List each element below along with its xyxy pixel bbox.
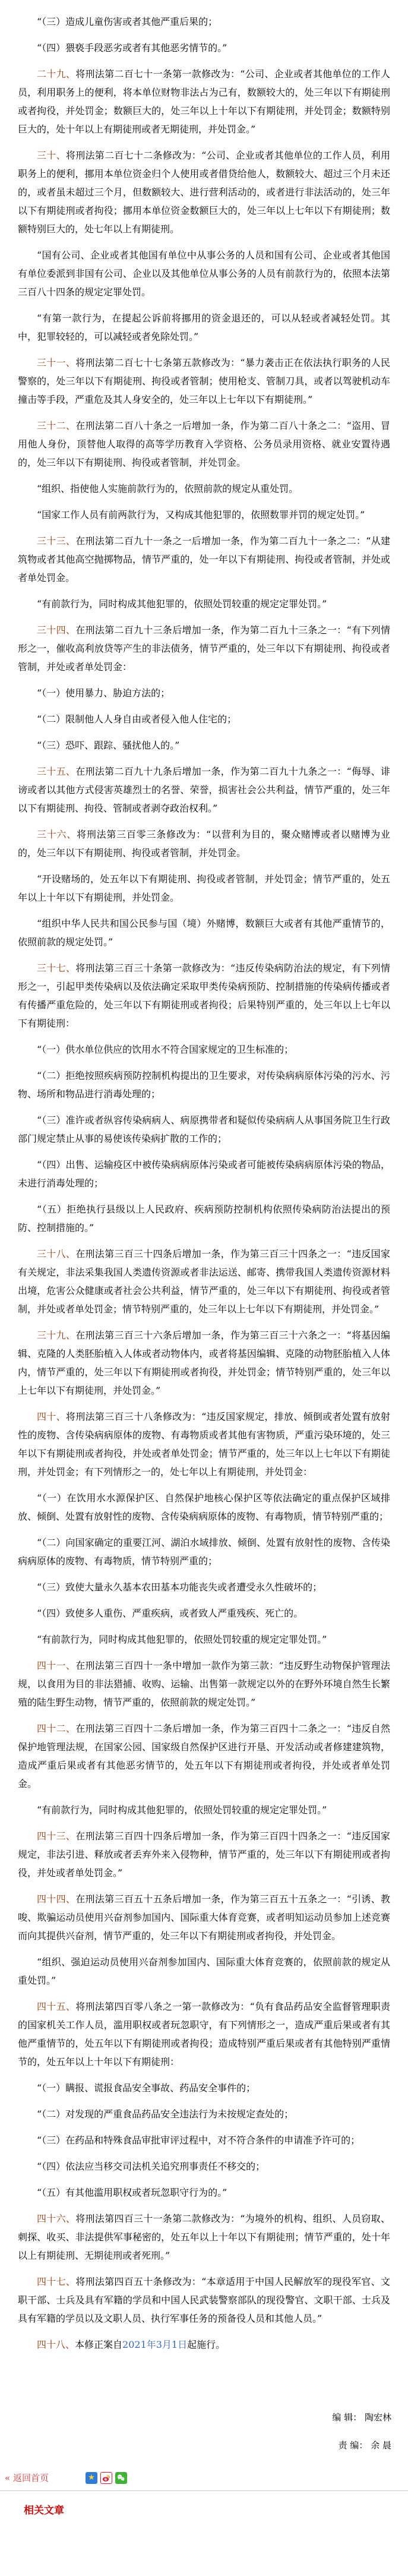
weibo-share-icon[interactable] [100, 2472, 112, 2484]
qzone-share-icon[interactable]: ★ [86, 2472, 97, 2484]
paragraph: “国家工作人员有前两款行为，又构成其他犯罪的，依照数罪并罚的规定处罚。” [37, 509, 365, 520]
weibo-logo-glyph [102, 2474, 110, 2482]
paragraph: 四十、将刑法第三百三十八条修改为：“违反国家规定，排放、倾倒或者处置有放射性的废物、含传染病病原体的废物、有毒物质或者其他有害物质，严重污染环境的，处三年以下有期徒刑或者拘役，并处或者单处罚金；情节严重的，处三年以上七年以下有期徒刑，并处罚金；有下列情形之一的，处七年以上有期徒刑，并处罚金： [18, 1411, 390, 1478]
article-body [18, 12, 390, 2354]
paragraph: “（三）造成儿童伤害或者其他严重后果的； [37, 16, 218, 27]
related-articles-title: 相关文章 [24, 2505, 64, 2517]
paragraph: “（三）在药品和特殊食品审批审评过程中，对不符合条件的申请准予许可的； [37, 2135, 360, 2146]
paragraph: 三十、将刑法第二百七十二条修改为：“公司、企业或者其他单位的工作人员，利用职务上的便利，挪用本单位资金归个人使用或者借贷给他人，数额较大、超过三个月未还的，或者虽未超过三个月，但数额较大、进行营利活动的，或者进行非法活动的，处三年以下有期徒刑或者拘役；挪用本单位资金数额巨大的，处三年以上七年以下有期徒刑；数额特别巨大的，处七年以上有期徒刑。 [18, 150, 390, 235]
section-number: 四十六、 [37, 2213, 76, 2224]
section-number: 二十九、 [37, 68, 76, 80]
back-home-link[interactable]: « 返回首页 [5, 2473, 49, 2483]
paragraph: 四十三、在刑法第三百四十四条后增加一条，作为第三百四十四条之一：“违反国家规定，非法引进、释放或者丢弃外来入侵物种，情节严重的，处三年以下有期徒刑或者拘役，并处或者单处罚金。” [18, 1830, 390, 1879]
paragraph: “（五）拒绝执行县级以上人民政府、疾病预防控制机构依照传染病防治法提出的预防、控制措施的。” [18, 1204, 390, 1233]
divider [0, 2490, 408, 2491]
paragraph: “（一）供水单位供应的饮用水不符合国家规定的卫生标准的； [37, 1044, 294, 1055]
effective-date: 2021年3月1日 [122, 2339, 188, 2350]
section-number: 三十三、 [37, 535, 76, 547]
paragraph: “（二）向国家确定的重要江河、湖泊水域排放、倾倒、处置有放射性的废物、含传染病病原体的废物、有毒物质，情节特别严重的； [18, 1537, 390, 1567]
paragraph: “有第一款行为，在提起公诉前将挪用的资金退还的，可以从轻或者减轻处罚。其中，犯罪较轻的，可以减轻或者免除处罚。” [18, 312, 390, 342]
editor-label: 编 辑： [332, 2412, 362, 2423]
section-number: 三十一、 [37, 357, 76, 368]
paragraph: “组织、指使他人实施前款行为的，依照前款的规定从重处罚。 [37, 483, 299, 494]
paragraph: “有前款行为，同时构成其他犯罪的，依照处罚较重的规定定罪处罚。” [37, 598, 327, 610]
article-footer [0, 2412, 408, 2517]
paragraph: “（四）出售、运输疫区中被传染病病原体污染或者可能被传染病病原体污染的物品，未进行消毒处理的； [18, 1159, 390, 1189]
paragraph: “有前款行为，同时构成其他犯罪的，依照处罚较重的规定定罪处罚。” [37, 1634, 327, 1645]
section-number: 三十七、 [37, 962, 76, 974]
section-number: 四十四、 [37, 1893, 76, 1905]
paragraph: “（一）在饮用水水源保护区、自然保护地核心保护区等依法确定的重点保护区域排放、倾倒、处置有放射性的废物、含传染病病原体的废物、有毒物质，情节特别严重的； [18, 1492, 390, 1522]
section-number: 四十三、 [37, 1830, 76, 1842]
section-number: 四十、 [37, 1411, 66, 1422]
editor-line [0, 2412, 408, 2423]
wechat-logo-glyph [116, 2473, 125, 2482]
paragraph: 二十九、将刑法第二百七十一条第一款修改为：“公司、企业或者其他单位的工作人员，利用职务上的便利，将本单位财物非法占为己有，数额较大的，处三年以下有期徒刑或者拘役，并处罚金；数额巨大的，处三年以上十年以下有期徒刑，并处罚金；数额特别巨大的，处十年以上有期徒刑或者无期徒刑，并处罚金。” [18, 68, 390, 135]
duty-editor-name: 余 晨 [371, 2440, 391, 2451]
paragraph: “（二）限制他人人身自由或者侵入他人住宅的； [37, 714, 237, 725]
section-number: 四十五、 [37, 2001, 76, 2012]
section-number: 三十四、 [37, 624, 76, 636]
paragraph: “（四）依法应当移交司法机关追究刑事责任不移交的； [37, 2161, 265, 2172]
section-number: 四十八、 [37, 2339, 75, 2350]
editor-name: 陶宏林 [364, 2412, 391, 2423]
footer-actions-row [0, 2468, 408, 2489]
paragraph: “（一）使用暴力、胁迫方法的； [37, 687, 170, 699]
paragraph: “组织中华人民共和国公民参与国（境）外赌博，数额巨大或者有其他严重情节的，依照前款的规定处罚。” [18, 918, 390, 948]
paragraph: 三十六、将刑法第三百零三条修改为：“以营利为目的，聚众赌博或者以赌博为业的，处三年以下有期徒刑、拘役或者管制，并处罚金。 [18, 829, 390, 858]
paragraph: 四十八、本修正案自2021年3月1日起施行。 [37, 2339, 226, 2350]
section-number: 四十一、 [37, 1660, 76, 1671]
paragraph: 四十五、将刑法第四百零八条之一第一款修改为：“负有食品药品安全监督管理职责的国家机关工作人员，滥用职权或者玩忽职守，有下列情形之一，造成严重后果或者有其他严重情节的，处五年以下有期徒刑或者拘役；造成特别严重后果或者有其他特别严重情节的，处五年以上十年以下有期徒刑： [18, 2001, 390, 2067]
duty-editor-line [0, 2440, 408, 2451]
duty-editor-label: 责 编： [338, 2440, 368, 2451]
paragraph: “（三）准许或者纵容传染病病人、病原携带者和疑似传染病病人从事国务院卫生行政部门规定禁止从事的易使该传染病扩散的工作的； [18, 1115, 390, 1144]
paragraph: 三十二、在刑法第二百八十条之一后增加一条，作为第二百八十条之二：“盗用、冒用他人身份，顶替他人取得的高等学历教育入学资格、公务员录用资格、就业安置待遇的，处三年以下有期徒刑、拘役或者管制，并处罚金。 [18, 420, 390, 468]
paragraph: “（二）拒绝按照疾病预防控制机构提出的卫生要求，对传染病病原体污染的污水、污物、场所和物品进行消毒处理的； [18, 1070, 390, 1100]
section-number: 三十五、 [37, 766, 76, 777]
paragraph: “（四）致使多人重伤、严重疾病，或者致人严重残疾、死亡的。 [37, 1608, 303, 1619]
section-number: 四十二、 [37, 1723, 76, 1734]
paragraph: “（二）对发现的严重食品药品安全违法行为未按规定查处的； [37, 2108, 294, 2120]
paragraph: “（三）致使大量永久基本农田基本功能丧失或者遭受永久性破坏的； [37, 1581, 322, 1593]
wechat-share-icon[interactable] [115, 2472, 127, 2484]
paragraph: 三十七、将刑法第三百三十条第一款修改为：“违反传染病防治法的规定，有下列情形之一，引起甲类传染病以及依法确定采取甲类传染病预防、控制措施的传染病传播或者有传播严重危险的，处三年以下有期徒刑或者拘役；后果特别严重的，处三年以上七年以下有期徒刑： [18, 962, 390, 1029]
section-number: 四十七、 [37, 2276, 76, 2287]
paragraph: “开设赌场的，处五年以下有期徒刑、拘役或者管制，并处罚金；情节严重的，处五年以上十年以下有期徒刑，并处罚金。 [18, 873, 390, 903]
paragraph: “（四）猥亵手段恶劣或者有其他恶劣情节的。” [37, 42, 227, 53]
paragraph: “（三）恐吓、跟踪、骚扰他人的。” [37, 740, 180, 751]
section-number: 三十九、 [37, 1330, 76, 1341]
paragraph: 四十四、在刑法第三百五十五条后增加一条，作为第三百五十五条之一：“引诱、教唆、欺骗运动员使用兴奋剂参加国内、国际重大体育竞赛，或者明知运动员参加上述竞赛而向其提供兴奋剂，情节严重的，处三年以下有期徒刑或者拘役，并处罚金。 [18, 1893, 390, 1942]
paragraph: 四十一、在刑法第三百四十一条中增加一款作为第三款：“违反野生动物保护管理法规，以食用为目的非法猎捕、收购、运输、出售第一款规定以外的在野外环境自然生长繁殖的陆生野生动物，情节严重的，依照前款的规定处罚。” [18, 1660, 390, 1708]
paragraph: 三十五、在刑法第二百九十九条后增加一条，作为第二百九十九条之一：“侮辱、诽谤或者以其他方式侵害英雄烈士的名誉、荣誉，损害社会公共利益，情节严重的，处三年以下有期徒刑、拘役、管制或者剥夺政治权利。” [18, 766, 390, 814]
paragraph: 四十二、在刑法第三百四十二条后增加一条，作为第三百四十二条之一：“违反自然保护地管理法规，在国家公园、国家级自然保护区进行开垦、开发活动或者修建建筑物，造成严重后果或者有其他恶劣情节的，处五年以下有期徒刑或者拘役，并处或者单处罚金。 [18, 1723, 390, 1789]
paragraph: 三十四、在刑法第二百九十三条后增加一条，作为第二百九十三条之一：“有下列情形之一，催收高利放贷等产生的非法债务，情节严重的，处三年以下有期徒刑、拘役或者管制，并处或者单处罚金： [18, 624, 390, 673]
paragraph: “（五）有其他滥用职权或者玩忽职守行为的。” [37, 2187, 227, 2198]
paragraph: 三十三、在刑法第二百九十一条之一后增加一条，作为第二百九十一条之二：“从建筑物或者其他高空抛掷物品，情节严重的，处一年以下有期徒刑、拘役或者管制，并处或者单处罚金。 [18, 535, 390, 583]
section-number: 三十六、 [37, 829, 77, 840]
paragraph: 四十六、将刑法第四百三十一条第二款修改为：“为境外的机构、组织、人员窃取、刺探、收买、非法提供军事秘密的，处五年以上十年以下有期徒刑；情节严重的，处十年以上有期徒刑、无期徒刑或者死刑。” [18, 2213, 390, 2261]
paragraph: “国有公司、企业或者其他国有单位中从事公务的人员和国有公司、企业或者其他国有单位委派到非国有公司、企业以及其他单位从事公务的人员有前款行为的，依照本法第三百八十四条的规定定罪处罚。 [18, 250, 390, 298]
paragraph: 三十九、在刑法第三百三十六条后增加一条，作为第三百三十六条之一：“将基因编辑、克隆的人类胚胎植入人体或者动物体内，或者将基因编辑、克隆的动物胚胎植入人体内，情节严重的，处三年以下有期徒刑或者拘役，并处罚金；情节特别严重的，处三年以上七年以下有期徒刑，并处罚金。” [18, 1330, 390, 1396]
section-number: 三十二、 [37, 420, 76, 431]
paragraph: 三十一、将刑法第二百七十七条第五款修改为：“暴力袭击正在依法执行职务的人民警察的，处三年以下有期徒刑、拘役或者管制；使用枪支、管制刀具，或者以驾驶机动车撞击等手段，严重危及其人身安全的，处三年以上七年以下有期徒刑。” [18, 357, 390, 405]
share-icons [86, 2472, 127, 2484]
paragraph: “组织、强迫运动员使用兴奋剂参加国内、国际重大体育竞赛的，依照前款的规定从重处罚。” [18, 1956, 390, 1986]
paragraph: 三十八、在刑法第三百三十四条后增加一条，作为第三百三十四条之一：“违反国家有关规定，非法采集我国人类遗传资源或者非法运送、邮寄、携带我国人类遗传资源材料出境，危害公众健康或者社会公共利益，情节严重的，处三年以下有期徒刑、拘役或者管制，并处或者单处罚金；情节特别严重的，处三年以上七年以下有期徒刑，并处罚金。” [18, 1248, 390, 1315]
paragraph: “有前款行为，同时构成其他犯罪的，依照处罚较重的规定定罪处罚。” [37, 1804, 327, 1816]
section-number: 三十、 [37, 150, 66, 161]
section-number: 三十八、 [37, 1248, 76, 1259]
paragraph: “（一）瞒报、谎报食品安全事故、药品安全事件的； [37, 2082, 256, 2094]
paragraph: 四十七、将刑法第四百五十条修改为：“本章适用于中国人民解放军的现役军官、文职干部、士兵及具有军籍的学员和中国人民武装警察部队的现役警官、文职干部、士兵及具有军籍的学员以及文职人员、执行军事任务的预备役人员和其他人员。” [18, 2276, 390, 2324]
